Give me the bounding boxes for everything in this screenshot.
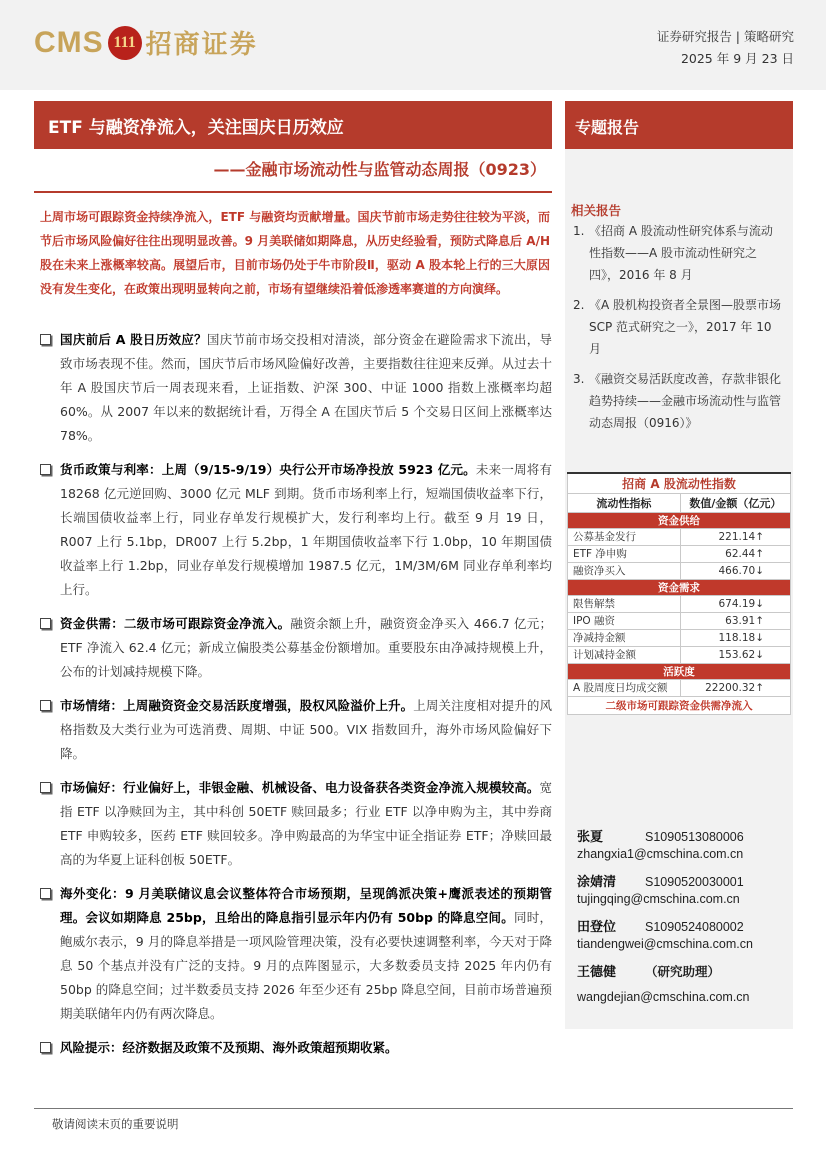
table-row [568,679,791,696]
row-label: 融资净买入 [568,562,681,579]
table-footer: 二级市场可跟踪资金供需净流入 [568,696,791,714]
report-type: 证券研究报告 | 策略研究 [656,29,794,44]
checkbox-bullet-icon [40,700,51,711]
bullet-item [40,328,552,448]
table-row [568,545,791,562]
checkbox-bullet-icon [40,1042,51,1053]
analyst-role: （研究助理） [645,965,721,979]
logo-chinese: 招商证券 [145,30,258,60]
table-header-value: 数值/金额（亿元） [680,493,790,512]
checkbox-bullet-icon [40,782,51,793]
liquidity-index-table [567,472,791,715]
report-subtitle: ——金融市场流动性与监管动态周报（0923） [213,160,546,179]
table-section-header: 活跃度 [568,663,791,679]
bullet-lead: 资金供需：二级市场可跟踪资金净流入。 [60,616,291,631]
analyst-email-link[interactable]: wangdejian@cmschina.com.cn [577,990,750,1004]
table-header-indicator: 流动性指标 [568,493,681,512]
logo-latin: CMS [34,25,104,59]
bullet-item [40,694,552,766]
bullet-text: 上周关注度相对提升的风格指数及大类行业为可选消费、周期、中证 500。VIX 指数回升，海外市场风险偏好下降。 [60,698,552,761]
table-row [568,612,791,629]
row-value: 221.14↑ [680,528,790,545]
row-label: IPO 融资 [568,612,681,629]
bullet-lead: 货币政策与利率：上周（9/15-9/19）央行公开市场净投放 5923 亿元。 [60,462,476,477]
related-report-number: 1. [573,224,585,238]
table-row [568,629,791,646]
header-meta [657,26,794,70]
analyst-email-link[interactable]: zhangxia1@cmschina.com.cn [577,847,744,861]
related-report-item[interactable] [573,294,783,360]
row-label: 计划减持金额 [568,646,681,663]
analyst-license-id: S1090513080006 [645,830,744,844]
bullet-item [40,882,552,1026]
related-report-item[interactable] [573,368,783,434]
table-row [568,595,791,612]
analyst-license-id: S1090524080002 [645,920,744,934]
related-reports-list [573,220,783,442]
bullet-item [40,458,552,602]
checkbox-bullet-icon [40,464,51,475]
row-label: ETF 净申购 [568,545,681,562]
related-report-text: 《融资交易活跃度改善，存款非银化趋势持续——金融市场流动性与监管动态周报（0916）》 [589,372,782,430]
title-divider [34,191,552,193]
table-row [568,562,791,579]
related-reports-heading: 相关报告 [571,203,622,218]
analyst-name: 王德健 [577,965,617,980]
analyst-name: 张夏 [577,830,604,845]
bullet-list [40,328,552,1070]
related-report-text: 《招商 A 股流动性研究体系与流动性指数——A 股市流动性研究之四》，2016 年 8 月 [589,224,773,282]
related-report-text: 《A 股机构投资者全景图—股票市场 SCP 范式研究之一》，2017 年 10 月 [589,298,782,356]
related-report-number: 3. [573,372,585,386]
row-value: 63.91↑ [680,612,790,629]
analyst-email-link[interactable]: tujingqing@cmschina.com.cn [577,892,740,906]
bullet-lead: 国庆前后 A 股日历效应？ [60,332,207,347]
analyst-entry [577,916,787,951]
analyst-license-id: S1090520030001 [645,875,744,889]
bullet-lead: 海外变化：9 月美联储议息会议整体符合市场预期，呈现鸽派决策+鹰派表述的预期管理。会议如期降息 25bp，且给出的降息指引显示年内仍有 50bp 的降息空间。 [60,886,552,925]
summary-paragraph: 上周市场可跟踪资金持续净流入，ETF 与融资均贡献增量。国庆节前市场走势往往较为平淡，而节后市场风险偏好往往出现明显改善。9 月美联储如期降息，从历史经验看，预防式降息后 A/H 股在未来上涨概率较高。展望后市，目前市场仍处于牛市阶段Ⅱ，驱动 A 股本轮上行的三大原因没有发生变化，在政策出现明显转向之前，市场有望继续沿着低渗透率赛道的方向演绎。 [40,210,550,296]
table-row [568,528,791,545]
bullet-text: 同时，鲍威尔表示，9 月的降息举措是一项风险管理决策，没有必要快速调整利率，今天对于降息 50 个基点并没有广泛的支持。9 月的点阵图显示，大多数委员支持 2025 年内仍有 50bp 的降息空间；过半数委员支持 2026 年至少还有 25bp 降息空间，目前市场普遍预期美联储年内仍有两次降息。 [60,910,552,1021]
row-label: 公募基金发行 [568,528,681,545]
analyst-list [577,826,787,1014]
bullet-item [40,1036,552,1060]
footer-note: 敬请阅读末页的重要说明 [52,1117,179,1131]
logo-mark-icon: 111 [108,26,142,60]
analyst-name: 田登位 [577,920,617,935]
table-section-header: 资金供给 [568,512,791,528]
bullet-text: 未来一周将有 18268 亿元逆回购、3000 亿元 MLF 到期。货币市场利率上行，短端国债收益率下行，长端国债收益率上行，同业存单发行规模扩大，发行利率均上行。截至 9 月 19 日，R007 上行 5.1bp，DR007 上行 5.2bp，1 年期国债收益率下行 1.0bp，10 年期国债收益率上行 1.2bp，同业存单发行规模增加 1987.5 亿元，1M/3M/6M 同业存单利率均上行。 [60,462,552,597]
row-label: 限售解禁 [568,595,681,612]
row-value: 153.62↓ [680,646,790,663]
table-section-header: 资金需求 [568,579,791,595]
row-value: 118.18↓ [680,629,790,646]
bullet-text: 国庆节前市场交投相对清淡，部分资金在避险需求下流出，导致市场表现不佳。然而，国庆节后市场风险偏好改善，主要指数往往迎来反弹。从过去十年 A 股国庆节后一周表现来看，上证指数、沪深 300、中证 1000 指数上涨概率均超 60%。从 2007 年以来的数据统计看，万得全 A 在国庆节后 5 个交易日区间上涨概率达 78%。 [60,332,552,443]
bullet-text: 宽指 ETF 以净赎回为主，其中科创 50ETF 赎回最多；行业 ETF 以净申购为主，其中券商 ETF 申购较多，医药 ETF 赎回较多。净申购最高的为华宝中证全指证券 ETF；净赎回最高的为华夏上证科创板 50ETF。 [60,780,552,867]
analyst-entry [577,871,787,906]
row-value: 62.44↑ [680,545,790,562]
bullet-item [40,612,552,684]
related-report-number: 2. [573,298,585,312]
checkbox-bullet-icon [40,618,51,629]
analyst-email-link[interactable]: tiandengwei@cmschina.com.cn [577,937,753,951]
analyst-entry [577,961,787,1004]
bullet-lead: 市场情绪：上周融资资金交易活跃度增强，股权风险溢价上升。 [60,698,414,713]
related-report-item[interactable] [573,220,783,286]
report-title: ETF 与融资净流入，关注国庆日历效应 [34,101,552,149]
footer-divider [34,1108,793,1109]
checkbox-bullet-icon [40,888,51,899]
analyst-entry [577,826,787,861]
company-logo [34,24,258,61]
bullet-lead: 风险提示：经济数据及政策不及预期、海外政策超预期收紧。 [60,1040,398,1055]
row-label: A 股周度日均成交额 [568,679,681,696]
row-value: 466.70↓ [680,562,790,579]
side-panel-heading: 专题报告 [565,101,793,149]
row-label: 净减持金额 [568,629,681,646]
analyst-name: 涂婧清 [577,875,617,890]
bullet-lead: 市场偏好：行业偏好上，非银金融、机械设备、电力设备获各类资金净流入规模较高。 [60,780,540,795]
table-title: 招商 A 股流动性指数 [568,473,791,493]
bullet-text: 融资余额上升，融资资金净买入 466.7 亿元；ETF 净流入 62.4 亿元；新成立偏股类公募基金份额增加。重要股东由净减持规模上升，公布的计划减持规模下降。 [60,616,552,679]
row-value: 674.19↓ [680,595,790,612]
checkbox-bullet-icon [40,334,51,345]
row-value: 22200.32↑ [680,679,790,696]
bullet-item [40,776,552,872]
report-date: 2025 年 9 月 23 日 [680,51,794,66]
table-row [568,646,791,663]
